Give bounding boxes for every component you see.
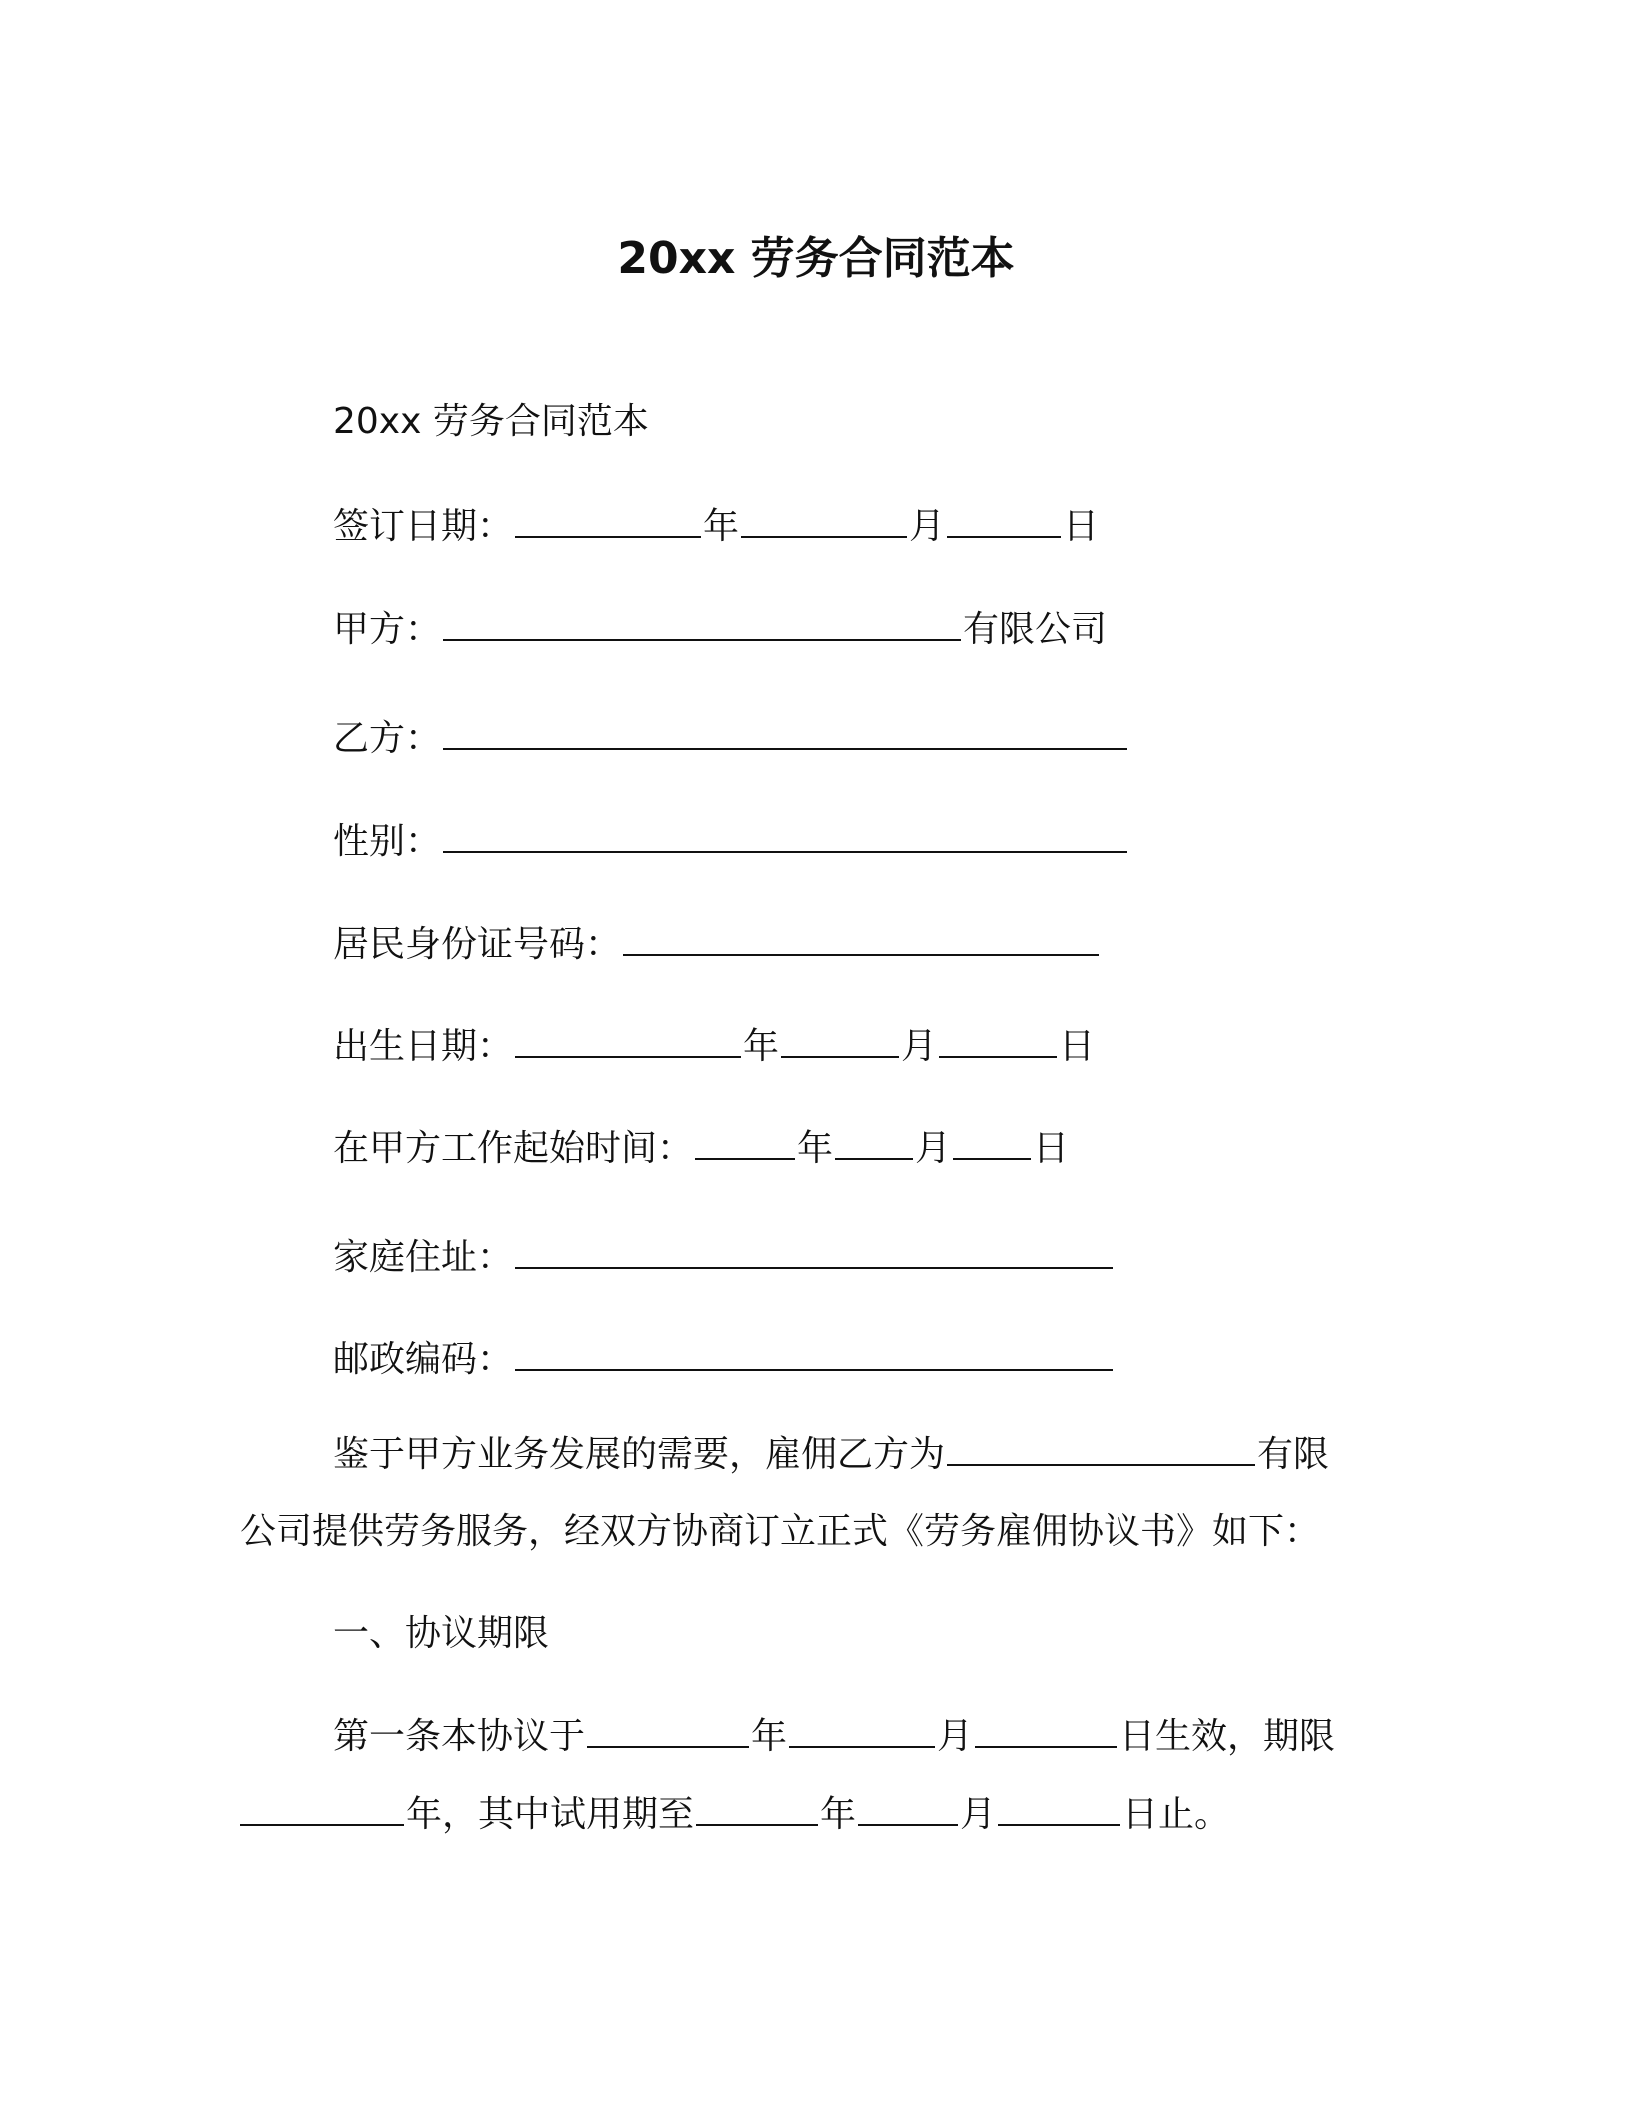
start-date-day-blank[interactable] [953, 1124, 1031, 1160]
clause-1-prefix: 第一条本协议于 [333, 1716, 586, 1757]
postcode-label: 邮政编码： [333, 1339, 514, 1380]
party-b-label: 乙方： [333, 718, 442, 759]
document-title: 20xx 劳务合同范本 [617, 233, 1015, 284]
gender-row [333, 817, 1129, 866]
sign-date-month-blank[interactable] [741, 502, 907, 538]
start-date-month-blank[interactable] [835, 1124, 913, 1160]
year-label: 年 [820, 1794, 857, 1835]
party-b-row [333, 714, 1129, 763]
clause-1-day-blank[interactable] [975, 1712, 1117, 1748]
day-label: 日 [1033, 1128, 1070, 1169]
birth-date-year-blank[interactable] [515, 1022, 741, 1058]
year-label: 年 [797, 1128, 834, 1169]
party-b-blank[interactable] [443, 714, 1127, 750]
day-label: 日 [1063, 506, 1100, 547]
sign-date-row [333, 502, 1099, 551]
probation-year-blank[interactable] [696, 1790, 818, 1826]
section-heading: 一、协议期限 [333, 1613, 550, 1654]
gender-label: 性别： [333, 821, 442, 862]
sign-date-day-blank[interactable] [947, 502, 1061, 538]
year-label: 年 [703, 506, 740, 547]
intro-text-1: 鉴于甲方业务发展的需要，雇佣乙方为 [333, 1434, 946, 1475]
month-label: 月 [937, 1716, 974, 1757]
party-a-row [333, 605, 1107, 654]
start-date-year-blank[interactable] [695, 1124, 795, 1160]
birth-date-month-blank[interactable] [781, 1022, 899, 1058]
clause-1-line-2 [240, 1790, 1230, 1839]
year-label: 年 [743, 1026, 780, 1067]
birth-date-day-blank[interactable] [939, 1022, 1057, 1058]
month-label: 月 [960, 1794, 997, 1835]
clause-1-effective: 日生效，期限 [1119, 1716, 1336, 1757]
id-number-row [333, 920, 1101, 969]
day-label: 日 [1059, 1026, 1096, 1067]
postcode-row [333, 1335, 1115, 1384]
probation-month-blank[interactable] [858, 1790, 958, 1826]
clause-1-term: 年，其中试用期至 [406, 1794, 695, 1835]
party-a-blank[interactable] [443, 605, 961, 641]
party-a-suffix: 有限公司 [963, 609, 1108, 650]
document-subtitle: 20xx 劳务合同范本 [333, 401, 649, 442]
clause-1-month-blank[interactable] [789, 1712, 935, 1748]
address-blank[interactable] [515, 1233, 1113, 1269]
month-label: 月 [909, 506, 946, 547]
start-date-row [333, 1124, 1069, 1173]
clause-1-end: 日止。 [1122, 1794, 1231, 1835]
intro-suffix: 有限 [1257, 1434, 1330, 1475]
address-row [333, 1233, 1115, 1282]
month-label: 月 [901, 1026, 938, 1067]
id-number-blank[interactable] [623, 920, 1099, 956]
sign-date-year-blank[interactable] [515, 502, 701, 538]
address-label: 家庭住址： [333, 1237, 514, 1278]
intro-line-1 [333, 1430, 1329, 1479]
postcode-blank[interactable] [515, 1335, 1113, 1371]
party-a-label: 甲方： [333, 609, 442, 650]
clause-1-year-blank[interactable] [587, 1712, 749, 1748]
id-number-label: 居民身份证号码： [333, 924, 622, 965]
intro-company-blank[interactable] [947, 1430, 1255, 1466]
month-label: 月 [915, 1128, 952, 1169]
gender-blank[interactable] [443, 817, 1127, 853]
term-years-blank[interactable] [240, 1790, 404, 1826]
start-date-label: 在甲方工作起始时间： [333, 1128, 694, 1169]
intro-line-2: 公司提供劳务服务，经双方协商订立正式《劳务雇佣协议书》如下： [240, 1511, 1321, 1552]
birth-date-row [333, 1022, 1095, 1071]
probation-day-blank[interactable] [998, 1790, 1120, 1826]
birth-date-label: 出生日期： [333, 1026, 514, 1067]
clause-1-line-1 [333, 1712, 1335, 1761]
sign-date-label: 签订日期： [333, 506, 514, 547]
year-label: 年 [751, 1716, 788, 1757]
